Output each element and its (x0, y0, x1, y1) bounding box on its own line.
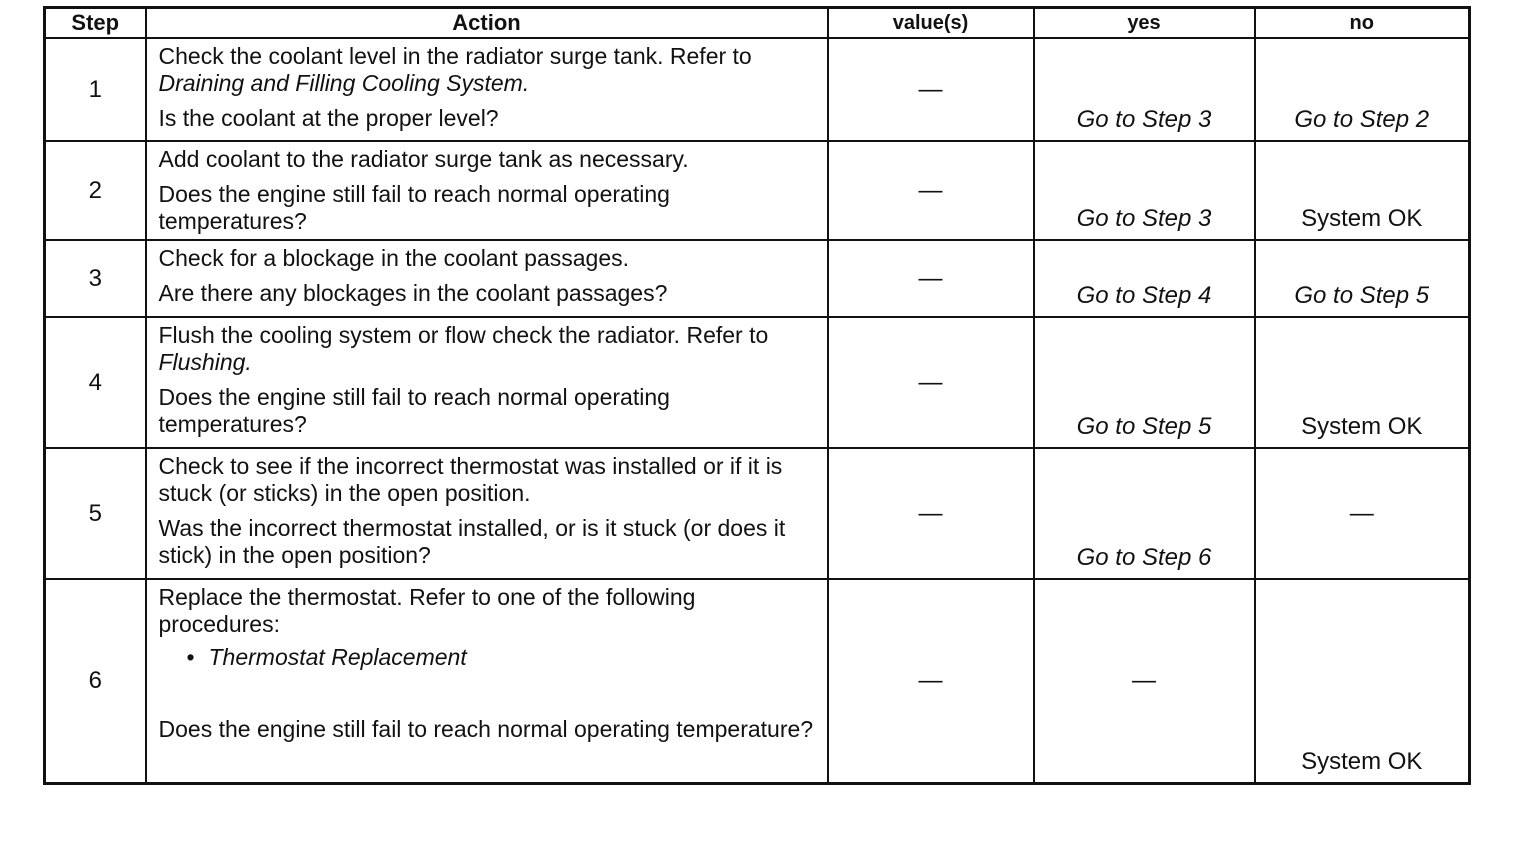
no-outcome: System OK (1255, 317, 1470, 448)
no-outcome: — (1255, 448, 1470, 579)
step-number: 5 (45, 448, 146, 579)
action-cell (146, 317, 828, 448)
yes-outcome: Go to Step 5 (1034, 317, 1255, 448)
value-cell: — (828, 317, 1034, 448)
procedure-reference: Draining and Filling Cooling System. (158, 70, 530, 96)
value-cell: — (828, 448, 1034, 579)
header-no: no (1255, 8, 1470, 39)
no-outcome: Go to Step 5 (1255, 240, 1470, 317)
table-row (45, 448, 1470, 579)
table-row (45, 141, 1470, 240)
no-outcome: System OK (1255, 141, 1470, 240)
action-text: Replace the thermostat. Refer to one of the following procedures: (158, 584, 696, 637)
action-cell (146, 141, 828, 240)
action-intro: Check the coolant level in the radiator surge tank. Refer to (158, 43, 752, 69)
header-values: value(s) (828, 8, 1034, 39)
yes-outcome: Go to Step 6 (1034, 448, 1255, 579)
action-cell (146, 240, 828, 317)
step-number: 3 (45, 240, 146, 317)
diagnostic-table (43, 6, 1471, 785)
action-text (159, 43, 817, 97)
header-step: Step (45, 8, 146, 39)
step-number: 2 (45, 141, 146, 240)
action-question: Does the engine still fail to reach normal operating temperatures? (158, 384, 670, 437)
action-cell (146, 579, 828, 783)
value-cell: — (828, 240, 1034, 317)
action-question: Does the engine still fail to reach normal operating temperatures? (158, 181, 670, 234)
action-question: Is the coolant at the proper level? (158, 105, 499, 131)
value-cell: — (828, 141, 1034, 240)
header-yes: yes (1034, 8, 1255, 39)
action-cell (146, 38, 828, 141)
yes-outcome: Go to Step 3 (1034, 38, 1255, 141)
table-row (45, 38, 1470, 141)
action-question: Does the engine still fail to reach normal operating temperature? (158, 716, 814, 742)
action-text: Check for a blockage in the coolant passages. (158, 245, 630, 271)
step-number: 1 (45, 38, 146, 141)
action-text (159, 322, 817, 376)
no-outcome: System OK (1255, 579, 1470, 783)
procedure-list-item: • Thermostat Replacement (209, 644, 817, 671)
value-cell: — (828, 579, 1034, 783)
yes-outcome: Go to Step 3 (1034, 141, 1255, 240)
header-row (45, 8, 1470, 39)
action-intro: Flush the cooling system or flow check the radiator. Refer to (158, 322, 769, 348)
action-text: Add coolant to the radiator surge tank as necessary. (158, 146, 689, 172)
action-text: Check to see if the incorrect thermostat was installed or if it is stuck (or sticks) in the open position. (158, 453, 783, 506)
step-number: 6 (45, 579, 146, 783)
action-question: Was the incorrect thermostat installed, or is it stuck (or does it stick) in the open position? (158, 515, 786, 568)
action-question: Are there any blockages in the coolant passages? (158, 280, 668, 306)
procedure-list (159, 644, 817, 671)
header-action: Action (146, 8, 828, 39)
yes-outcome: — (1034, 579, 1255, 783)
no-outcome: Go to Step 2 (1255, 38, 1470, 141)
step-number: 4 (45, 317, 146, 448)
yes-outcome: Go to Step 4 (1034, 240, 1255, 317)
value-cell: — (828, 38, 1034, 141)
table-row (45, 579, 1470, 783)
action-cell (146, 448, 828, 579)
table-row (45, 240, 1470, 317)
table-row (45, 317, 1470, 448)
procedure-reference: Flushing. (158, 349, 252, 375)
